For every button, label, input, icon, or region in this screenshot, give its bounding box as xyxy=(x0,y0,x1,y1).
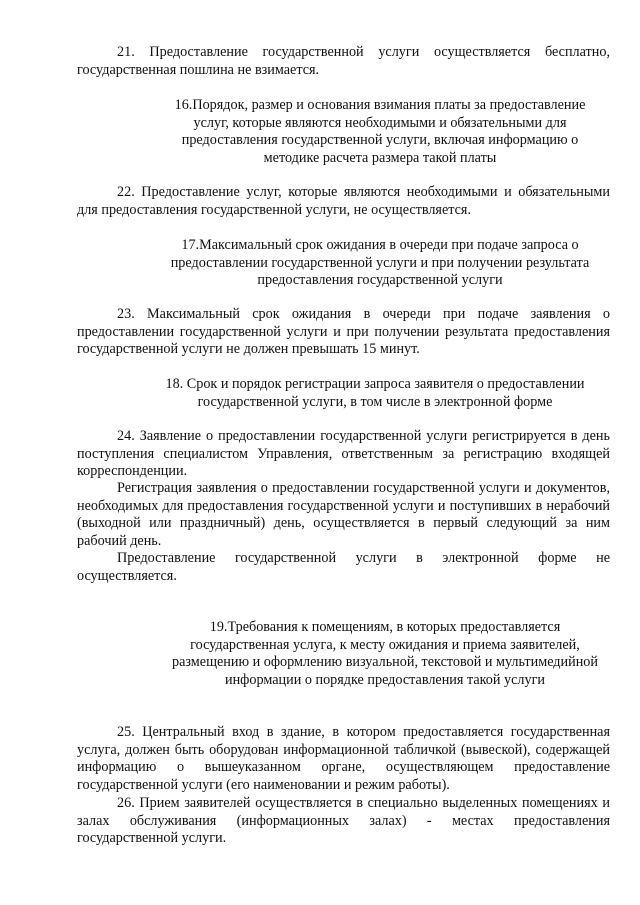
paragraph-24-registration: Регистрация заявления о предоставлении государственной услуги и документов, необходимых для предоставления государственной услуги и поступивших в нерабочий (выходной или праздничный) день, осуществляется в первый следующий за ним рабочий день. xyxy=(77,480,610,549)
section-heading-16: 16.Порядок, размер и основания взимания платы за предоставление услуг, которые являются необходимыми и обязательными для предоставления государственной услуги, включая информацию о методике расчета размера такой платы xyxy=(174,97,586,166)
section-heading-18: 18. Срок и порядок регистрации запроса заявителя о предоставлении государственной услуги, в том числе в электронной форме xyxy=(165,376,585,410)
paragraph-21: 21. Предоставление государственной услуги осуществляется бесплатно, государственная пошлина не взимается. xyxy=(77,44,610,78)
section-heading-19: 19.Требования к помещениям, в которых предоставляется государственная услуга, к месту ожидания и приема заявителей, размещению и оформлению визуальной, текстовой и мультимедийной информации о порядке предоставления такой услуги xyxy=(172,619,598,688)
paragraph-25: 25. Центральный вход в здание, в котором предоставляется государственная услуга, должен быть оборудован информационной табличкой (вывеской), содержащей информацию о вышеуказанном органе, осуществляющем предоставление государственной услуги (его наименовании и режим работы). xyxy=(77,724,610,793)
paragraph-26: 26. Прием заявителей осуществляется в специально выделенных помещениях и залах обслуживания (информационных залах) - местах предоставления государственной услуги. xyxy=(77,795,610,846)
paragraph-24: 24. Заявление о предоставлении государственной услуги регистрируется в день поступления специалистом Управления, ответственным за регистрацию входящей корреспонденции. xyxy=(77,428,610,479)
paragraph-22: 22. Предоставление услуг, которые являются необходимыми и обязательными для предоставления государственной услуги, не осуществляется. xyxy=(77,184,610,218)
section-heading-17: 17.Максимальный срок ожидания в очереди при подаче запроса о предоставлении государственной услуги и при получении результата предоставления государственной услуги xyxy=(170,237,590,288)
paragraph-24-electronic: Предоставление государственной услуги в электронной форме не осуществляется. xyxy=(77,550,610,584)
paragraph-23: 23. Максимальный срок ожидания в очереди при подаче заявления о предоставлении государственной услуги и при получении результата предоставления государственной услуги не должен превышать 15 минут. xyxy=(77,306,610,357)
